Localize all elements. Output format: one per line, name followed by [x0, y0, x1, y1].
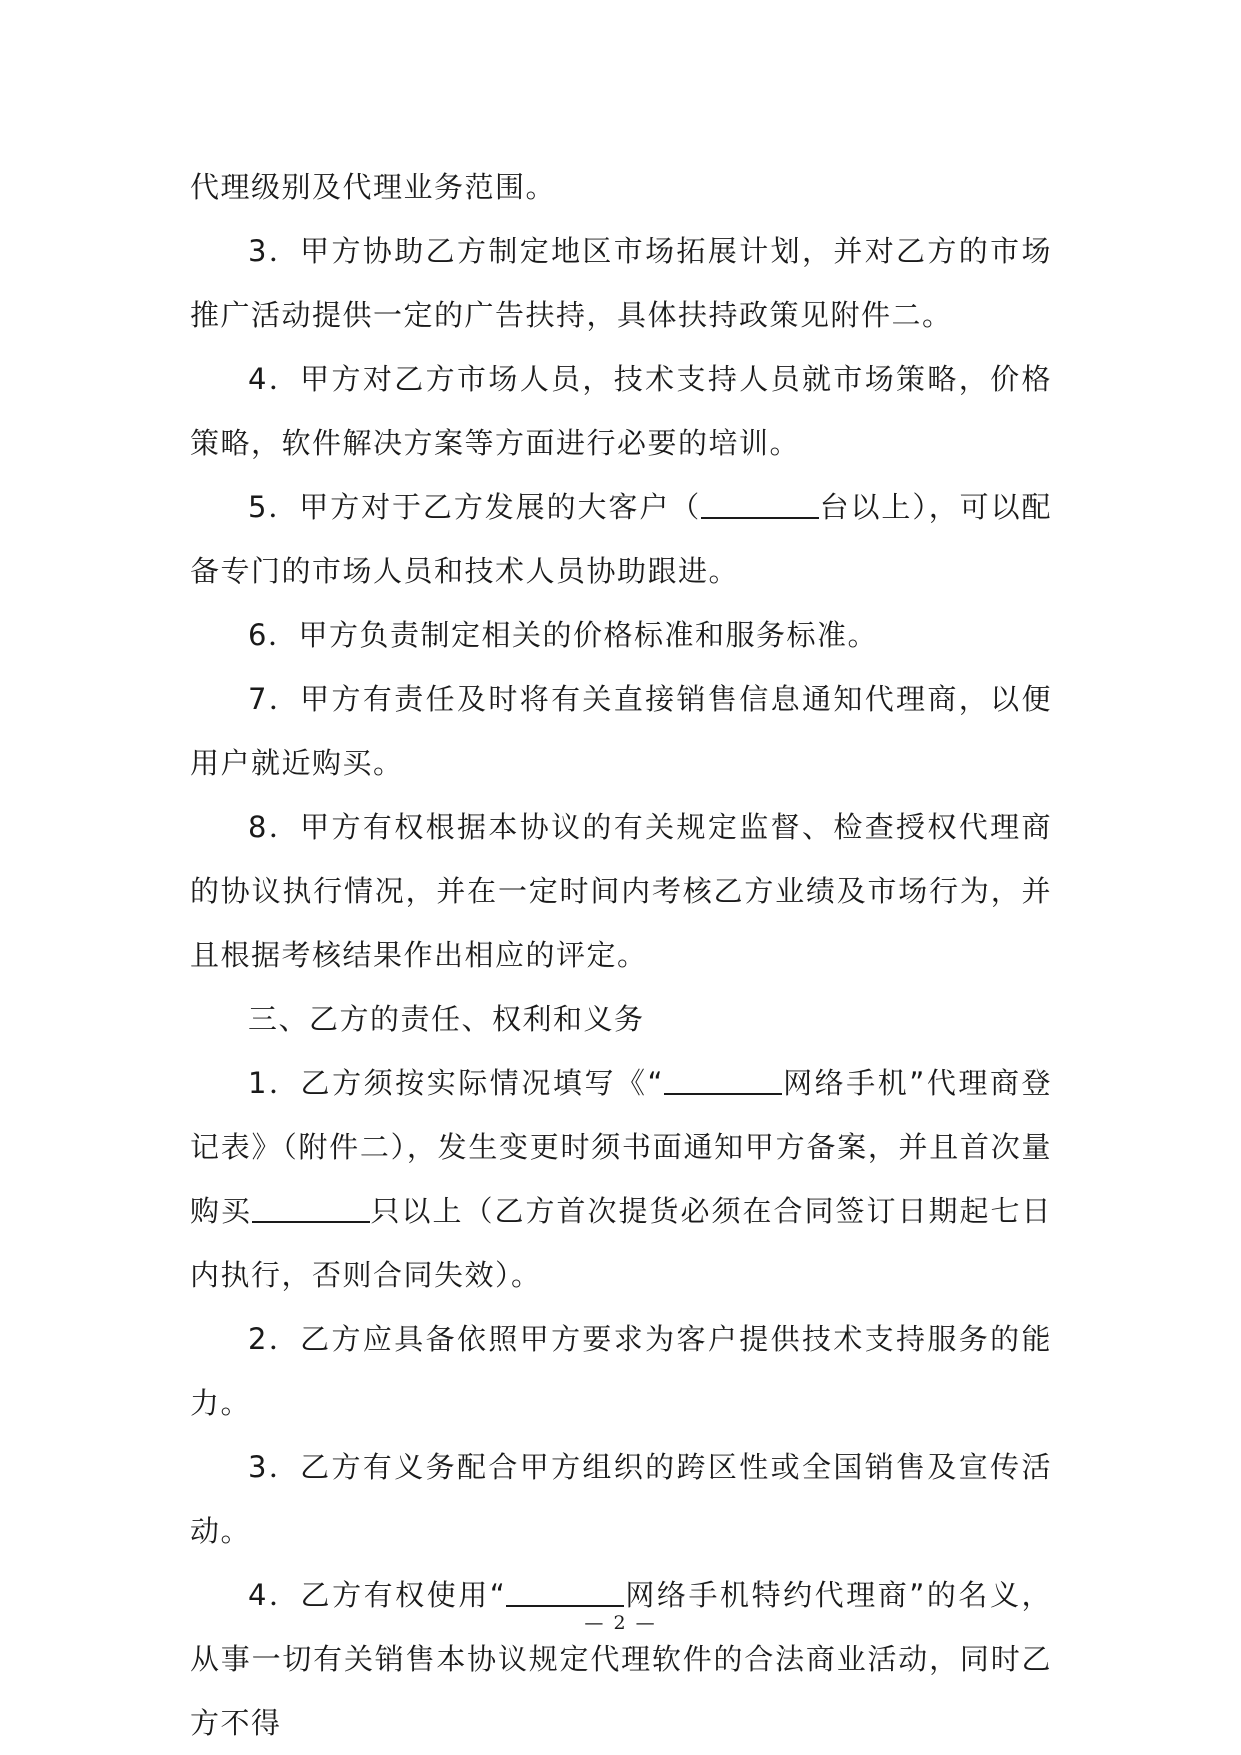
- fill-in-blank: [252, 1191, 370, 1223]
- paragraph-text: 8．甲方有权根据本协议的有关规定监督、检查授权代理商的协议执行情况，并在一定时间内考核乙方业绩及市场行为，并且根据考核结果作出相应的评定。: [190, 810, 1052, 972]
- paragraph-text: 3．乙方有义务配合甲方组织的跨区性或全国销售及宣传活动。: [190, 1450, 1052, 1548]
- paragraph-text: 2．乙方应具备依照甲方要求为客户提供技术支持服务的能力。: [190, 1322, 1052, 1420]
- paragraph: [190, 603, 1052, 667]
- paragraph-text: 7．甲方有责任及时将有关直接销售信息通知代理商，以便用户就近购买。: [190, 682, 1052, 780]
- paragraph-text: 三、乙方的责任、权利和义务: [248, 1002, 645, 1036]
- paragraph: [190, 1051, 1052, 1307]
- paragraph-text: 4．甲方对乙方市场人员，技术支持人员就市场策略，价格策略，软件解决方案等方面进行必要的培训。: [190, 362, 1052, 460]
- paragraph: [190, 347, 1052, 475]
- page-number: — 2 —: [584, 1612, 657, 1634]
- paragraph-text: 1．乙方须按实际情况填写《“: [248, 1066, 665, 1100]
- paragraph: [190, 155, 1052, 219]
- paragraph-text: 代理级别及代理业务范围。: [190, 170, 557, 204]
- paragraph-text: 4．乙方有权使用“: [248, 1578, 507, 1612]
- paragraph: [190, 987, 1052, 1051]
- paragraph: [190, 1563, 1052, 1755]
- paragraph: [190, 795, 1052, 987]
- fill-in-blank: [701, 487, 819, 519]
- paragraph: [190, 1435, 1052, 1563]
- document-body: [190, 155, 1052, 1755]
- fill-in-blank: [506, 1575, 624, 1607]
- paragraph: [190, 475, 1052, 603]
- paragraph-text: 网络手机”代理商登记表》（附件二），发生变更时须书面通知甲方备案，并且首次量购买: [190, 1066, 1052, 1228]
- paragraph-text: 网络手机特约代理商”的名义，从事一切有关销售本协议规定代理软件的合法商业活动，同时乙方不得: [190, 1578, 1052, 1740]
- paragraph-text: 6．甲方负责制定相关的价格标准和服务标准。: [248, 618, 878, 652]
- paragraph-text: 5．甲方对于乙方发展的大客户（: [248, 490, 702, 524]
- paragraph: [190, 667, 1052, 795]
- paragraph: [190, 219, 1052, 347]
- fill-in-blank: [664, 1063, 782, 1095]
- paragraph-text: 台以上），可以配备专门的市场人员和技术人员协助跟进。: [190, 490, 1052, 588]
- paragraph-text: 只以上（乙方首次提货必须在合同签订日期起七日内执行，否则合同失效）。: [190, 1194, 1052, 1292]
- paragraph: [190, 1307, 1052, 1435]
- paragraph-text: 3．甲方协助乙方制定地区市场拓展计划，并对乙方的市场推广活动提供一定的广告扶持，具体扶持政策见附件二。: [190, 234, 1052, 332]
